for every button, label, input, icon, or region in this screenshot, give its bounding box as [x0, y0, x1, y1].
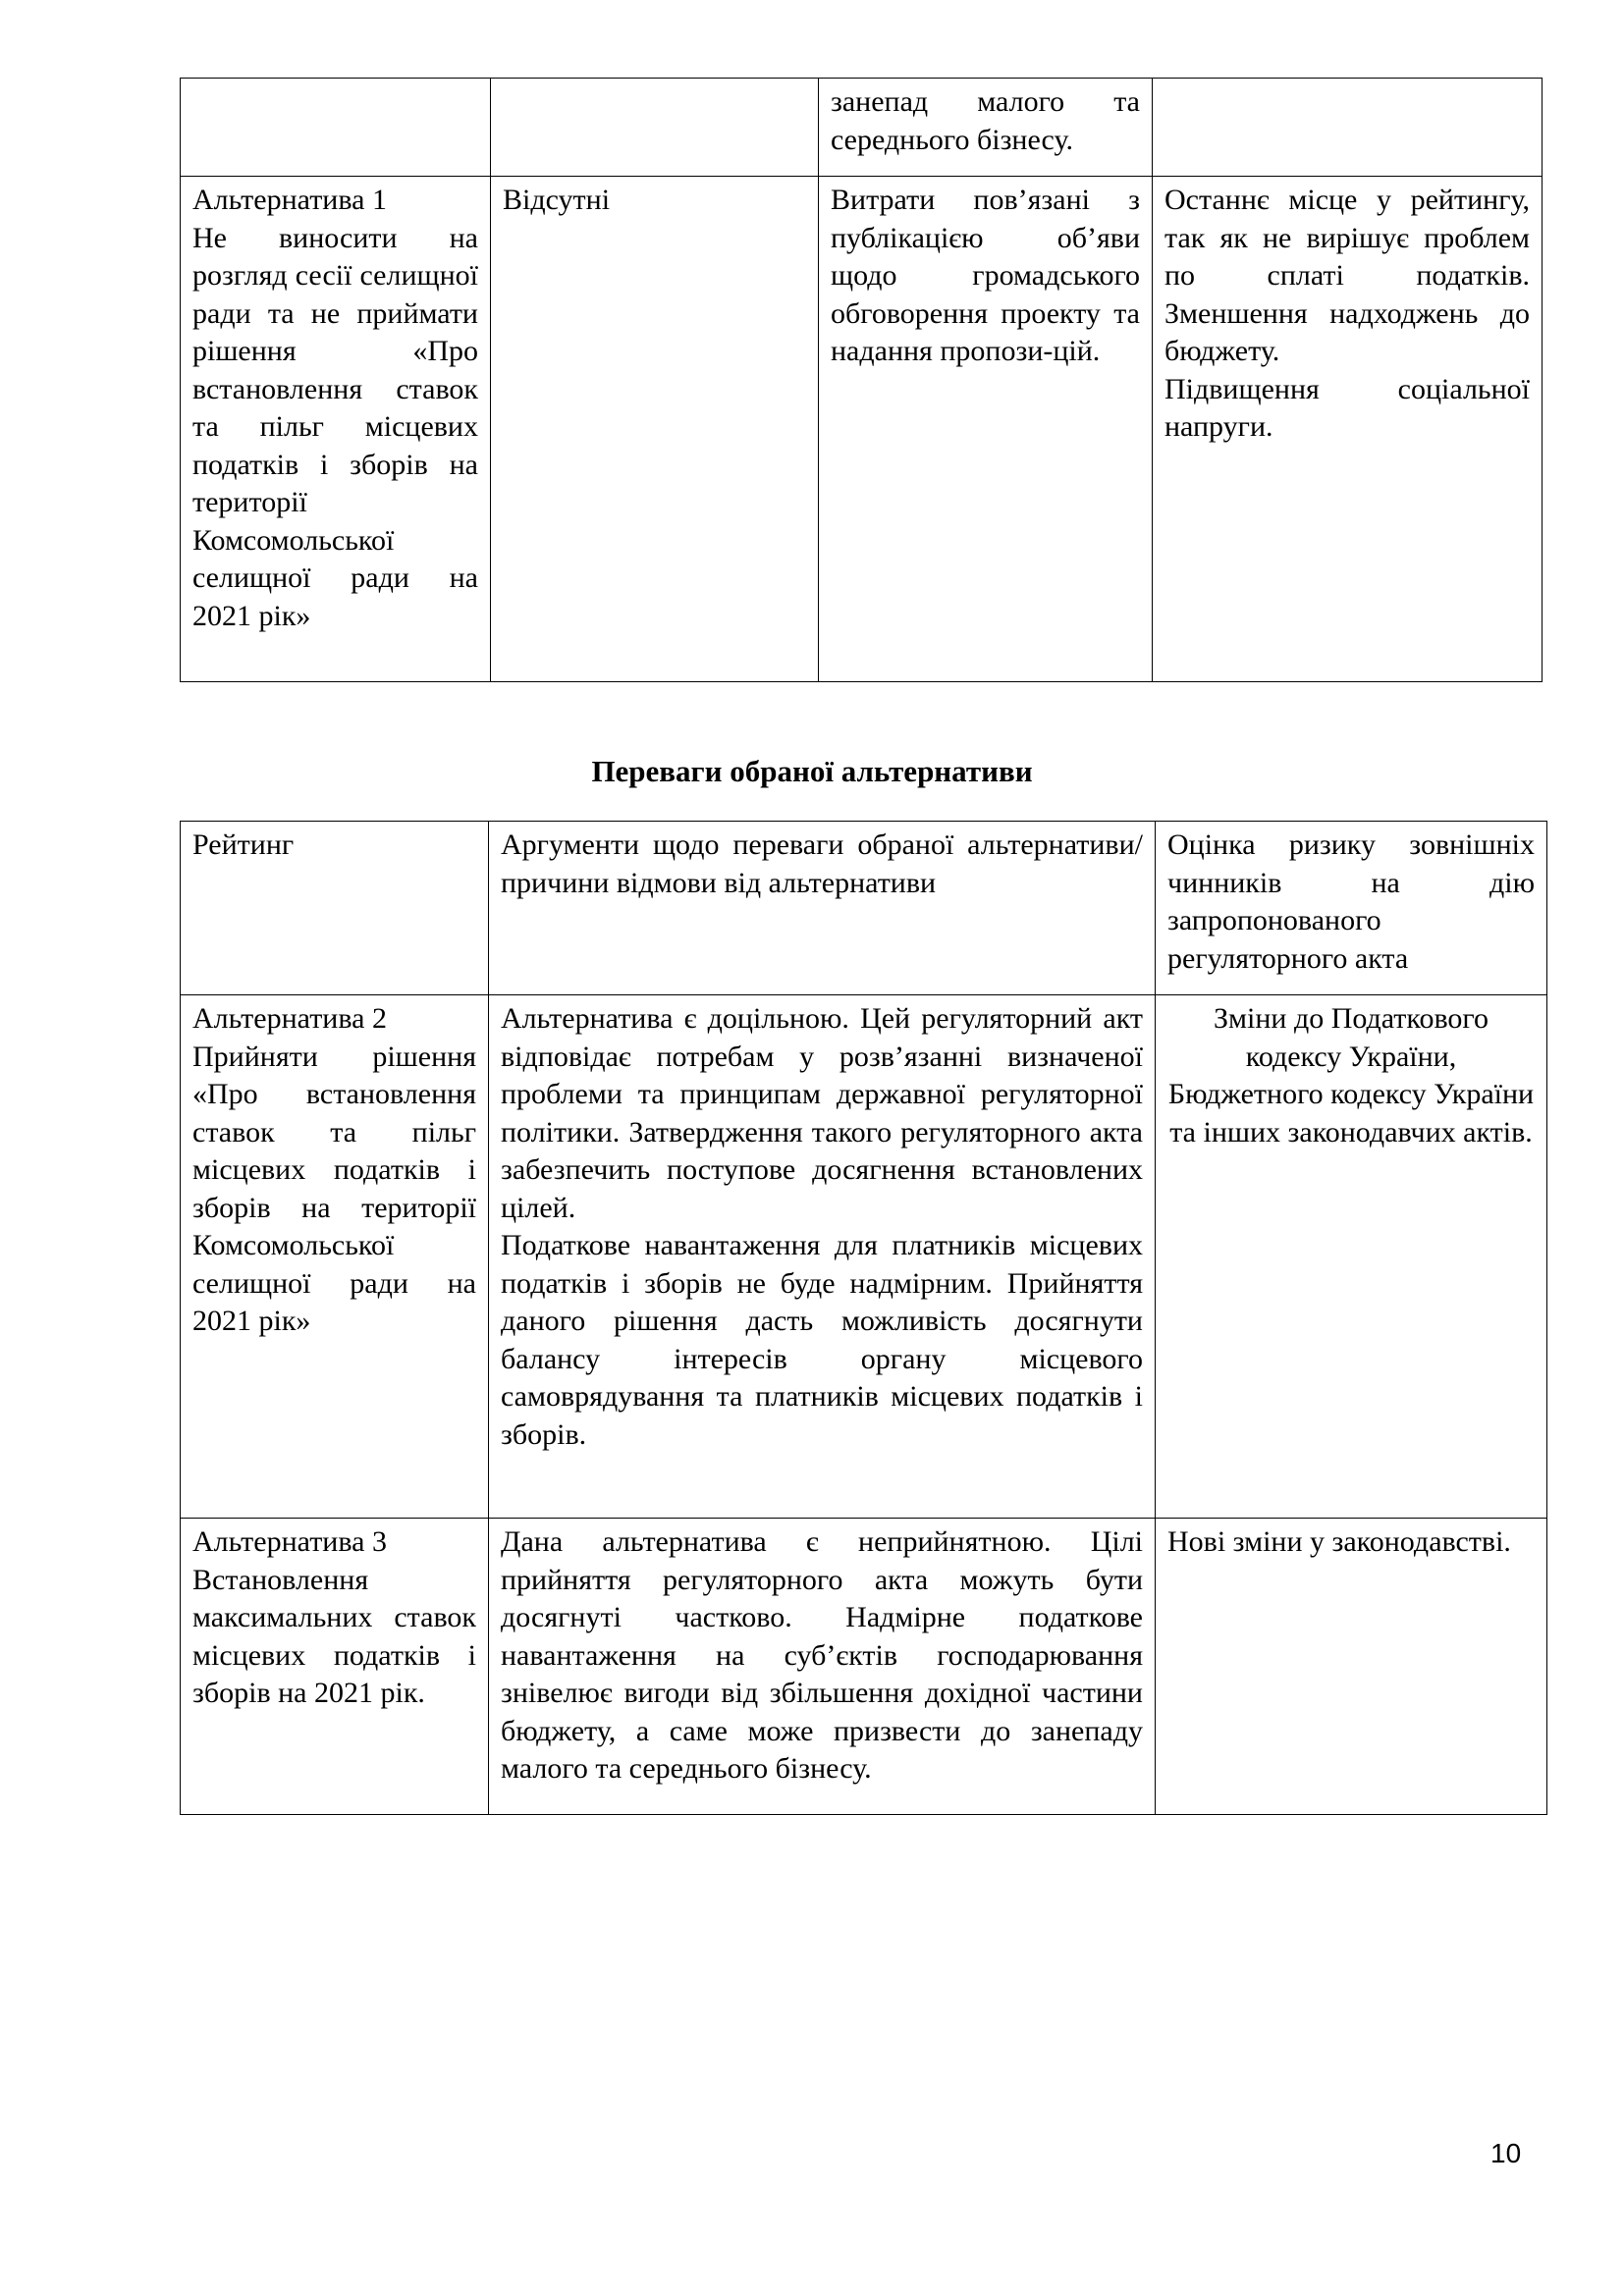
- table-cell: занепад малого та середнього бізнесу.: [819, 79, 1153, 177]
- alternative-description: Встановлення максимальних ставок місцевих податків і зборів на 2021 рік.: [192, 1563, 476, 1709]
- header-cell: Оцінка ризику зовнішніх чинників на дію запропонованого регуляторного акта: [1156, 822, 1547, 995]
- table-header-row: [181, 822, 1547, 995]
- cell-paragraph: Останнє місце у рейтингу, так як не вирішує проблем по сплаті податків. Зменшення надходжень до бюджету.: [1164, 184, 1530, 367]
- table-cell: [181, 995, 489, 1519]
- cell-paragraph: Альтернатива є доцільною. Цей регуляторний акт відповідає потребам у розв’язанні визначеної проблеми та принципам державної регуляторної політики. Затвердження такого регуляторного акта забезпечить поступове досягнення встановлених цілей.: [501, 1002, 1143, 1224]
- alternative-description: Не виносити на розгляд сесії селищної ради та не приймати рішення «Про встановлення ставок та пільг місцевих податків і зборів на території Комсомольської селищної ради на 2021 рік»: [192, 221, 478, 632]
- header-cell: Аргументи щодо переваги обраної альтернативи/причини відмови від альтернативи: [489, 822, 1156, 995]
- table-row: [181, 995, 1547, 1519]
- table-cell: Витрати пов’язані з публікацією об’яви щодо громадського обговорення проекту та надання пропози-цій.: [819, 177, 1153, 682]
- table-cell: [1153, 177, 1543, 682]
- page-number: 10: [1490, 2138, 1522, 2168]
- table-cell: [489, 995, 1156, 1519]
- table-cell: Дана альтернатива є неприйнятною. Цілі прийняття регуляторного акта можуть бути досягнуті частково. Надмірне податкове навантаження на суб’єктів господарювання знівелює вигоди від збільшення дохідної частини бюджету, а саме може призвести до занепаду малого та середнього бізнесу.: [489, 1519, 1156, 1815]
- header-cell: Рейтинг: [181, 822, 489, 995]
- table-cell: [181, 1519, 489, 1815]
- table-cell: [181, 79, 491, 177]
- table-cell: Зміни до Податкового кодексу України, Бюджетного кодексу України та інших законодавчих актів.: [1156, 995, 1547, 1519]
- advantages-table: [180, 821, 1547, 1815]
- alternative-title: Альтернатива 3: [192, 1525, 387, 1558]
- table-row: [181, 177, 1543, 682]
- table-row: [181, 1519, 1547, 1815]
- table-cell: [181, 177, 491, 682]
- table-cell: [1153, 79, 1543, 177]
- alternative-title: Альтернатива 2: [192, 1002, 387, 1035]
- table-cell: Нові зміни у законодавстві.: [1156, 1519, 1547, 1815]
- alternative-title: Альтернатива 1: [192, 184, 387, 216]
- table-cell: Відсутні: [491, 177, 819, 682]
- table-cell: [491, 79, 819, 177]
- section-heading: Переваги обраної альтернативи: [591, 754, 1033, 788]
- cell-paragraph: Підвищення соціальної напруги.: [1164, 372, 1530, 443]
- alternatives-table-continued: [180, 78, 1543, 682]
- alternative-description: Прийняти рішення «Про встановлення ставок та пільг місцевих податків і зборів на території Комсомольської селищної ради на 2021 рік»: [192, 1040, 476, 1337]
- cell-paragraph: Податкове навантаження для платників місцевих податків і зборів не буде надмірним. Прийняття даного рішення дасть можливість досягнути балансу інтересів органу місцевого самоврядування та платників місцевих податків і зборів.: [501, 1229, 1143, 1451]
- table-row: [181, 79, 1543, 177]
